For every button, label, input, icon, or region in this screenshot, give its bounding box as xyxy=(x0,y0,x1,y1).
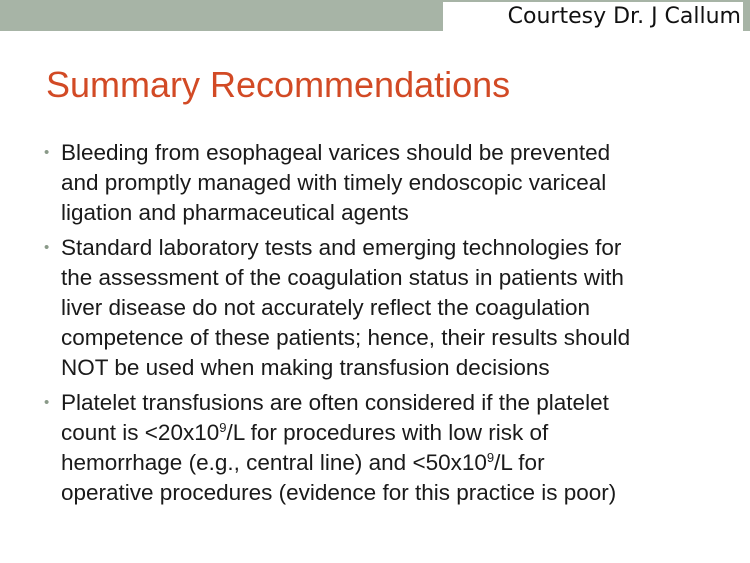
bullet-line xyxy=(61,418,724,448)
bullet-item-platelets xyxy=(44,388,724,508)
bullet-line: and promptly managed with timely endoscopic variceal xyxy=(61,170,607,195)
bullet-dot-icon: • xyxy=(44,394,50,411)
courtesy-label: Courtesy Dr. J Callum xyxy=(443,2,743,31)
bullet-line: Bleeding from esophageal varices should be prevented xyxy=(61,140,611,165)
bullet-line: the assessment of the coagulation status in patients with xyxy=(61,265,624,290)
bullet-line: NOT be used when making transfusion decisions xyxy=(61,355,550,380)
text-segment: hemorrhage (e.g., central line) and <50x10 xyxy=(61,450,487,475)
bullet-line: Standard laboratory tests and emerging technologies for xyxy=(61,235,622,260)
bullet-item-lab-tests xyxy=(44,233,724,383)
bullet-line xyxy=(61,448,724,478)
bullet-line: operative procedures (evidence for this practice is poor) xyxy=(61,480,617,505)
superscript: 9 xyxy=(486,450,495,465)
bullet-list xyxy=(44,138,724,513)
bullet-dot-icon: • xyxy=(44,239,50,256)
bullet-line: competence of these patients; hence, their results should xyxy=(61,325,631,350)
bullet-line: liver disease do not accurately reflect the coagulation xyxy=(61,295,591,320)
bullet-item-varices xyxy=(44,138,724,228)
text-segment: count is <20x10 xyxy=(61,420,220,445)
text-segment: /L for procedures with low risk of xyxy=(226,420,549,445)
superscript: 9 xyxy=(219,420,227,435)
bullet-line: Platelet transfusions are often considered if the platelet xyxy=(61,390,609,415)
bullet-line: ligation and pharmaceutical agents xyxy=(61,200,409,225)
text-segment: /L for xyxy=(494,450,545,475)
bullet-dot-icon: • xyxy=(44,144,50,161)
slide-title: Summary Recommendations xyxy=(46,64,511,105)
